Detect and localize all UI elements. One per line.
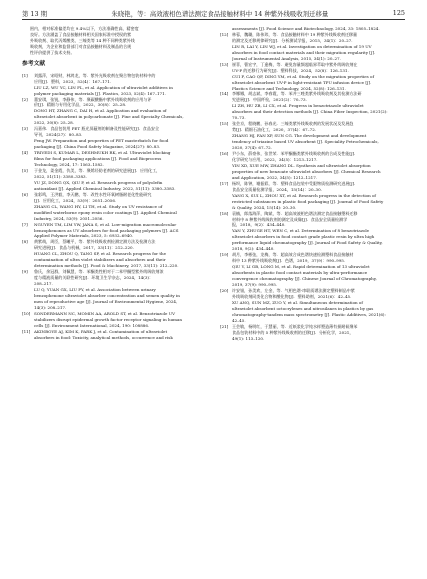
reference-entry: [220, 300, 405, 324]
reference-line: LI ZH, HU ZB, LI CX, et al. Progress in benzotriazole ultraviolet: [232, 103, 364, 109]
reference-number: [4]: [22, 150, 28, 156]
page-number: 125: [392, 9, 405, 17]
reference-entry: [22, 150, 205, 168]
reference-entry: [220, 181, 405, 193]
reference-line: ultraviolet absorbent in polycarbonate [J]. Fine and Specialty Chemicals,: [34, 114, 184, 120]
paragraph-line: 围内，相对标准偏差均在 9.4%以下，方法准确性高、精密度: [30, 26, 139, 31]
reference-entry: [220, 121, 405, 133]
reference-line: antioxidant [J]. Applied Chemical Industry, 2022, 51(11): 3380–3383.: [34, 185, 176, 191]
reference-line: XU ANQ, SUN MZ, ZUO Y, et al. Simultaneous determination of: [232, 299, 363, 305]
reference-entry: [22, 180, 205, 192]
reference-line: 张会京，程晓鹏，孙春光．三嗪类紫外线吸收剂的发展状况及发展趋: [232, 121, 354, 127]
reference-line: chromatography-tandem mass spectrometry [J]. Plastic Additives, 2021(6):: [232, 311, 386, 317]
reference-line: 李娜娜，胡志斌，李春霞，等．苯并三唑类紫外线吸收剂及其检测方法研: [232, 91, 362, 97]
reference-line: films for food packaging applications [J]. Food and Bioprocess: [34, 156, 162, 162]
reference-line: performance liquid chromatography [J]. Journal of Food Safety & Quality,: [232, 240, 383, 246]
reference-line: ZHANG CL, WANG HY, LI TH, et al. Study on UV resistance of: [34, 203, 163, 209]
right-column: [220, 26, 405, 342]
reference-line: 14(3): 208–217.: [34, 304, 67, 310]
reference-line: 杨坝，陈钟，谢振彩，等．塑料食品包装中受限物质检测研究进展[J]．: [232, 180, 359, 186]
reference-line: 应用[J]．塑料，2023，52(4)：167–171.: [34, 78, 112, 84]
reference-line: LIN R, LAI Y, LIN WJ, et al. Investigation on determination of 19 UV: [232, 43, 372, 49]
reference-line: 黄紫萌，周臣，蔡曦平，等．紫外线吸收剂检测定测方法及检测方法: [34, 239, 156, 245]
reference-line: 49(1): 113–120.: [232, 335, 265, 341]
reference-entry: [220, 74, 405, 92]
reference-line: 208–217.: [34, 281, 53, 287]
reference-entry: [220, 288, 405, 300]
reference-line: Journal of Instrumental Analysis, 2015, 34(1): 20–27.: [232, 55, 341, 61]
reference-line: absorbers in food contact materials and their migration regularity [J].: [232, 49, 376, 55]
reference-line: & Quality, 2024, 15(14): 20–30.: [232, 204, 297, 210]
reference-line: 冯嘉伟．食品包装用 PET 瓶光屏蔽剂的制备及性能研究[J]．食品安全: [34, 126, 159, 132]
reference-line: AKINBOYE AJ, KIM K, PARK J, et al. Contamination of ultraviolet: [34, 328, 168, 334]
reference-line: LIU LZ, WU YC, LIN FL, et al. Application of ultraviolet additives in: [34, 84, 173, 90]
reference-entry: [220, 211, 405, 229]
reference-entry: [220, 44, 405, 62]
reference-entry: [22, 222, 205, 240]
reference-line: contamination of ultra violet stabilizers and absorbers and their: [34, 257, 166, 263]
reference-number: [16]: [220, 151, 229, 157]
reference-line: polymer packaging materials [J]. Plastics, 2023, 52(4): 167–171.: [34, 90, 166, 96]
reference-line: 研究进展[J]．食品与机械，2017，33(11)：212–220.: [34, 245, 134, 251]
reference-line: 刘露萍，宋昭财，林鸿龙，等．紫外光吸收剂在聚合物包装材料中的: [34, 72, 156, 78]
reference-line: DONG HT, ZHANG C, DAI H, et al. Application and evaluation of: [34, 108, 167, 114]
reference-line: benzophenone ultraviolet absorber concentration and semen quality in: [34, 292, 180, 298]
reference-entry: [220, 228, 405, 252]
reference-line: SONDERMANN NC, MOMIN AA, AROLD ST, et al. Benzotriazole UV: [34, 310, 176, 316]
reference-line: 化学研究与应用，2022，34(5)：1213–1217.: [232, 156, 318, 162]
reference-number: [6]: [22, 191, 28, 197]
reference-number: [21]: [220, 323, 229, 329]
reference-line: packaging [J]. China Food Safety Magazine, 2024(27): 80–83.: [34, 144, 161, 150]
reference-line: YU JZ, DONG QX, QIU P, et al. Research progress of polyolefin: [34, 179, 163, 185]
reference-line: and Application, 2022, 34(5): 1212–1217.: [232, 174, 318, 180]
reference-number: [11]: [22, 328, 31, 334]
reference-line: 食品包装材料中的 5 种紫外线吸收剂的迁移[J]．分析化学，2021，: [232, 329, 354, 335]
reference-number: [14]: [220, 91, 229, 97]
reference-line: UV-P 的迁移行为研究[J]．塑料科技，2024，52(8)：126–131.: [232, 67, 349, 73]
reference-line: 董安琪，张锐，李静伟，等．聚碳酸酯中紫外线吸收剂的应用与评: [34, 96, 152, 102]
reference-line: 2022, 51(11): 3380–3383.: [34, 173, 87, 179]
reference-line: CUI F, CAO QF, DING YM, et al. Study on the migration properties of: [232, 73, 374, 79]
reference-line: 报，2018，9(2)：434–440.: [232, 222, 286, 228]
reference-entry: [220, 163, 405, 181]
reference-entry: [220, 103, 405, 121]
reference-entry: [220, 32, 405, 44]
reference-line: NGUYEN TM, LIM YW, JANA S, et al. Low-migration macromolecular: [34, 221, 177, 227]
reference-entry: [220, 264, 405, 288]
reference-line: 2022, 30(8): 25–28.: [34, 120, 75, 126]
reference-number: [13]: [220, 61, 229, 67]
reference-entry: [22, 192, 205, 204]
reference-line: YAN Y, ZHUGE HT, WEN C, et al. Determination of 8 benzotriazole: [232, 228, 370, 234]
reference-line: 料中 13 种紫外线吸收剂[J]．色谱，2019，37(9)：990–995.: [232, 258, 346, 264]
reference-line: 林蓉，魏璐，陈伟玮，等．食品接触材料中 19 种紫外线吸收剂迁移量: [232, 31, 358, 37]
reference-line: YIN XD, XUE MW, ZHANG DL. Synthesis and ultraviolet absorption: [232, 162, 371, 168]
reference-line: ZHANG HJ, FAN XP, SUN CG. The development and development: [232, 133, 367, 139]
reference-number: [18]: [220, 210, 229, 216]
reference-entry: [220, 91, 405, 103]
reference-line: 2019, 37(9): 990–995.: [232, 281, 278, 287]
reference-list-right: [220, 26, 405, 342]
reference-line: stabilizers disrupt epidermal growth factor receptor signaling in human: [34, 316, 183, 322]
issue-number: 第 13 期: [22, 9, 47, 18]
reference-entry: [22, 239, 205, 251]
reference-line: 王会敏，杨明红，于慧丽，等．近纸浆化学纯水样塑造薄有损耐候聚苯: [232, 323, 358, 329]
running-title: 朱晓艳，等：高效液相色谱法测定食品接触材料中 14 种紫外线吸收剂迁移量: [111, 9, 329, 18]
reference-line: 导刊，2024(27)：80–83.: [34, 132, 83, 138]
reference-number: [15]: [220, 121, 229, 127]
reference-line: TRIVEDI S, KUMAR L, DESHMUKH RK, et al. Ultraviolet blocking: [34, 150, 171, 156]
reference-line: convergence chromatography [J]. Chinese Journal of Chromatography,: [232, 276, 377, 282]
reference-line: Technology, 2024, 17: 1563–1582.: [34, 162, 104, 168]
reference-line: properties of new benzoate ultraviolet absorbers [J]. Chemical Research: [232, 168, 381, 174]
reference-line: Applied Polymer Materials, 2023, 5: 6932–6940.: [34, 233, 134, 239]
reference-line: tendency of triazine based UV absorbent [J]. Speciality Petrochemicals,: [232, 139, 379, 145]
reference-line: determination methods [J]. Food & Machinery, 2017, 33(11): 212–220.: [34, 263, 179, 269]
reference-line: 外线吸收剂同类化合物和酸化物[J]．塑料助剂，2021(6)：42–45.: [232, 293, 352, 299]
reference-number: [17]: [220, 180, 229, 186]
reference-entry: [220, 324, 405, 342]
reference-line: absorbers and their detection methods [J]. China Fiber Inspection, 2021(2):: [232, 109, 388, 115]
reference-line: 张彩鸣，王洪毅，李天鹏，等．改性水性环氧树脂耐老化性能研究: [34, 191, 152, 197]
reference-line: 度与精液质量的关联性研究[J]．环境卫生学杂志，2024，14(3)：: [34, 275, 154, 281]
reference-number: [19]: [220, 252, 229, 258]
reference-entry: [22, 168, 205, 180]
reference-line: restricted substances in plastic food packaging [J]. Journal of Food Safety: [232, 198, 384, 204]
reference-number: [1]: [22, 72, 28, 78]
paragraph-line: 外吸收剂、取代丙烯酸类、三嗪类等 14 种不同种类紫外线: [30, 37, 135, 43]
reference-entry: [220, 62, 405, 74]
reference-entry: [22, 204, 205, 222]
paragraph-line: 吸收剂，为企业和监督部门对食品接触材料及制品的合规: [30, 43, 132, 49]
references-heading: 参考文献: [22, 60, 46, 67]
reference-line: Industry, 2024, 53(9): 2051–2056.: [34, 215, 104, 221]
reference-line: modified waterborne epoxy resin color coatings [J]. Applied Chemical: [34, 209, 177, 215]
reference-line: [J]．应用化工，2024，53(9)：2051–2056.: [34, 197, 117, 203]
reference-line: 崔菲，曹宏宇，丁逢梅，等．避免容量频超临界萃取中紫外线吸收剂在: [232, 61, 358, 67]
reference-line: 42–45.: [232, 317, 246, 323]
reference-number: [5]: [22, 167, 28, 173]
reference-number: [3]: [22, 126, 28, 132]
reference-entry: [22, 108, 205, 126]
reference-line: ultraviolet absorbent UV-P in light-resistant TPU infusion device [J].: [232, 79, 372, 85]
reference-entry: [22, 138, 205, 150]
reference-entry: [22, 73, 205, 85]
reference-number: [10]: [22, 310, 31, 316]
reference-line: 袁楠，郎落海萍，陶斌，等．超高效液相色谱法测定食品接触塑料迁移: [232, 210, 358, 216]
reference-line: 于金龙，姜金霞，仇美，等．聚烯烃防老剂的研究进展[J]．应用化工，: [34, 167, 161, 173]
reference-number: [2]: [22, 96, 28, 102]
reference-line: Feng JW. Preparation and properties of PET masterbatch for food: [34, 138, 169, 144]
paragraph-line: 良好。方法涵盖了食品接触材料相关国家标准中授权的紫: [30, 31, 132, 37]
header-rule: [22, 19, 405, 20]
reference-line: QIU Y, LI GB, LONG M, et al. Rapid determination of 13 ultraviolet: [232, 264, 370, 270]
reference-line: 2018, 9(2): 434–440.: [232, 246, 275, 252]
reference-entry: [22, 287, 205, 311]
running-header: [22, 7, 405, 19]
reference-entry: [220, 151, 405, 163]
reference-line: 2020, 37(4): 67–72.: [232, 145, 273, 151]
reference-entry: [22, 269, 205, 287]
reference-number: [12]: [220, 31, 229, 37]
reference-line: 鲁氏，余冠群，刘佩慧，等．苯酮类性相对于二苯甲酮型紫外线吸收剂浓: [34, 269, 164, 275]
reference-line: cells [J]. Environment International, 2024, 190: 108886.: [34, 322, 150, 328]
reference-line: ultraviolet absorbers in food contact grade plastic resin by ultra high: [232, 234, 375, 240]
reference-line: 价[J]．精细与专用化学品，2022，30(8)：25–28.: [34, 102, 127, 108]
reference-list-left: [22, 73, 205, 341]
reference-entry: [22, 126, 205, 138]
reference-number: [9]: [22, 269, 28, 275]
reference-line: LU Q, YUAN GX, LIU PY, et al. Association between urinary: [34, 287, 156, 293]
reference-line: 70–73.: [232, 115, 246, 121]
reference-line: absorbents in plastic food contact materials by ultra-performance: [232, 270, 368, 276]
reference-line: Plastics Science and Technology, 2024, 52(8): 126–131.: [232, 85, 346, 91]
reference-line: 究进展[J]．中国纤检，2021(2)：70–73.: [232, 97, 307, 103]
reference-line: ultraviolet absorbent octocrylenes and nitrosilanes in plastics by gas: [232, 305, 374, 311]
reference-number: [7]: [22, 221, 28, 227]
reference-line: assessments [J]. Food Science and Biotechnology, 2024, 33: 1805–1824.: [232, 26, 380, 31]
reference-line: men of reproductive age [J]. Journal of Environmental Hygiene, 2024,: [34, 298, 178, 304]
reference-entry: [22, 97, 205, 109]
reference-number: [8]: [22, 239, 28, 245]
reference-line: 材料中 8 种紫外线吸收剂的测定及成像[J]．食品安全质量检测学: [232, 216, 348, 222]
reference-entry: [22, 311, 205, 329]
reference-line: 食品安全质量检测学报，2024，15(14)：20–30.: [232, 186, 322, 192]
reference-line: 势[J]．精细石油化工，2020，37(4)：67–72.: [232, 127, 317, 133]
reference-line: absorbers in food: Toxicity, analytical methods, occurrence and risk: [34, 334, 173, 340]
left-column: [22, 26, 205, 341]
reference-entry: [22, 329, 205, 341]
reference-entry: [220, 193, 405, 211]
conclusion-paragraph: [22, 26, 205, 56]
reference-line: 尹小东，薛豪伟，张世荣．苯甲酮酯类紫外线吸收剂的合成及性能[J]．: [232, 151, 359, 157]
reference-entry: [220, 133, 405, 151]
reference-line: benzophenones as UV absorbers for food packaging polymers [J]. ACS: [34, 227, 179, 233]
reference-entry: [22, 85, 205, 97]
reference-line: HUANG CL, ZHOU Q, TANG SP, et al. Research progress for the: [34, 251, 167, 257]
reference-entry: [22, 251, 205, 269]
reference-number: [20]: [220, 287, 229, 293]
paragraph-line: 性评价提供了技术支持。: [30, 49, 75, 55]
reference-entry: [220, 252, 405, 264]
reference-line: 的测定及迁移规律研究[J]．分析测试学报，2015，34(1)：20–27.: [232, 37, 353, 43]
reference-line: YANG X, SUI L, ZHOU XT, et al. Research progress in the detection of: [232, 192, 376, 198]
reference-line: 许安银，孙美欢，左金，等．气相色谱-串联质谱法测定塑料制品中紫: [232, 287, 355, 293]
reference-line: 胡月，李彬弦，龙梅，等．超高效合成色谱快速检测塑料食品接触材: [232, 252, 354, 258]
